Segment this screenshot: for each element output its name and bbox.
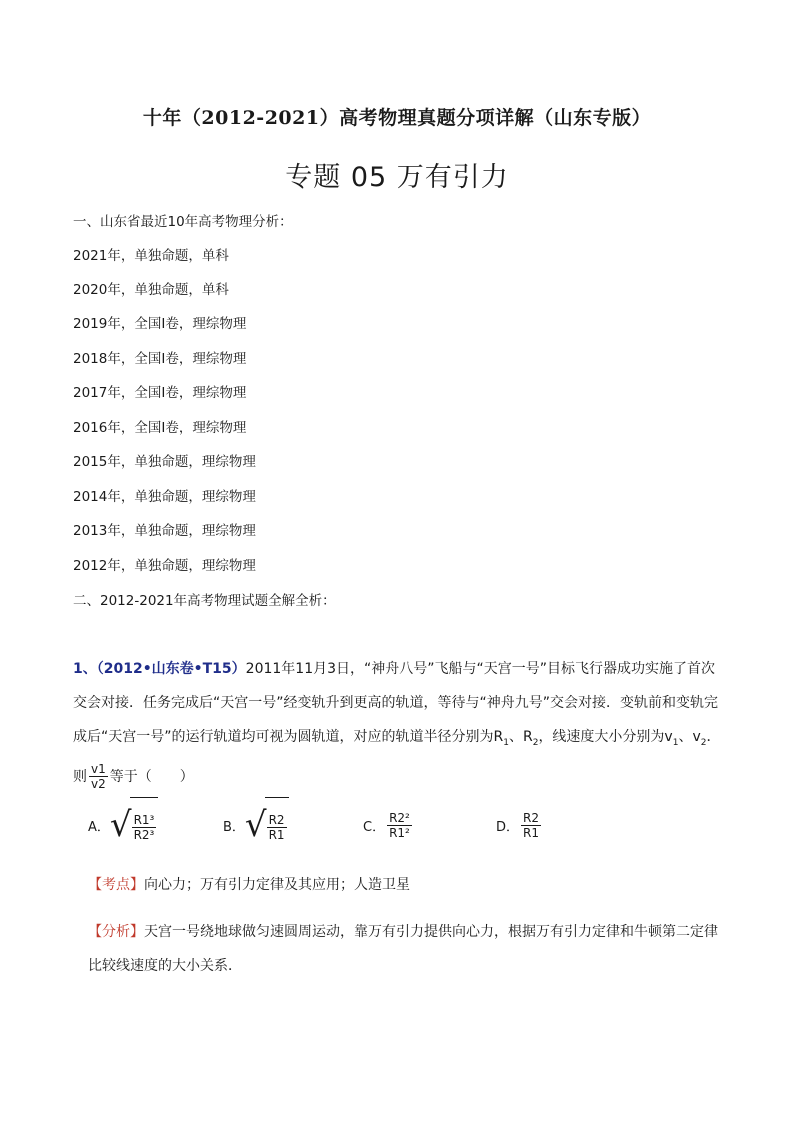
- question-text: ，线速度大小分别为v: [538, 729, 673, 745]
- option-label: B．: [223, 819, 245, 835]
- year-line: 2021年，单独命题，单科: [73, 248, 229, 264]
- year-line: 2015年，单独命题，理综物理: [73, 454, 256, 470]
- fraction-denominator: R1²: [389, 825, 410, 840]
- question-text: 、v: [678, 729, 701, 745]
- subscript: 2: [700, 737, 707, 748]
- document-subtitle: 专题 05 万有引力: [285, 162, 509, 193]
- year-line: 2019年，全国I卷，理综物理: [73, 316, 247, 332]
- fenxi-note: [88, 915, 728, 983]
- option-a[interactable]: [88, 795, 158, 855]
- option-fraction: [521, 811, 541, 840]
- option-c[interactable]: [363, 795, 414, 855]
- question-text: 、R: [508, 729, 533, 745]
- question-text: 等于（ ）: [109, 768, 194, 785]
- year-line: 2014年，单独命题，理综物理: [73, 489, 256, 505]
- kaodian-tag: 【考点】: [88, 877, 144, 893]
- document-title: 十年（2012-2021）高考物理真题分项详解（山东专版）: [142, 107, 652, 129]
- question-text: ．则: [73, 729, 721, 785]
- fraction-numerator: R2²: [389, 810, 410, 825]
- question-number: 1、: [73, 661, 97, 677]
- option-label: C．: [363, 819, 386, 835]
- subscript: 1: [672, 737, 679, 748]
- year-line: 2013年，单独命题，理综物理: [73, 523, 256, 539]
- sqrt-symbol: √ $\frac{\text{R1³}}{\text{R2³}}$: [110, 797, 158, 853]
- sqrt-symbol: √ $\frac{R2}{R1}$: [245, 797, 289, 853]
- fenxi-text: 天宫一号绕地球做匀速圆周运动，靠万有引力提供向心力，根据万有引力定律和牛顿第二定律比较线速度的大小关系．: [88, 924, 718, 974]
- fraction-denominator: v2: [91, 777, 106, 792]
- option-d[interactable]: [496, 795, 543, 855]
- year-line: 2017年，全国I卷，理综物理: [73, 385, 247, 401]
- fraction-numerator: R1³: [133, 813, 155, 827]
- question-1: [73, 652, 723, 794]
- subscript: 1: [503, 737, 509, 748]
- fraction-numerator: R2: [268, 813, 285, 827]
- fraction-denominator: R1: [268, 828, 285, 842]
- section2-heading: 二、2012-2021年高考物理试题全解全析：: [73, 593, 336, 609]
- fraction-numerator: R2: [523, 810, 539, 825]
- year-line: 2012年，单独命题，理综物理: [73, 558, 256, 574]
- section1-heading: 一、山东省最近10年高考物理分析：: [73, 214, 293, 230]
- fraction-denominator: R1: [523, 825, 539, 840]
- fenxi-tag: 【分析】: [88, 924, 144, 940]
- answer-options: [88, 795, 688, 855]
- fraction-denominator: R2³: [133, 828, 155, 842]
- year-line: 2018年，全国I卷，理综物理: [73, 351, 247, 367]
- kaodian-text: 向心力；万有引力定律及其应用；人造卫星: [144, 877, 410, 893]
- velocity-ratio-fraction: [89, 762, 108, 791]
- question-text: 2011年11月3日，“神舟八号”飞船与“天宫一号”目标飞行器成功实施了首次交会对接．任务完成后“天宫一号”经变轨升到更高的轨道，等待与“神舟九号”交会对接．变轨前和变轨完成后“天宫一号”的运行轨道均可视为圆轨道，对应的轨道半径分别为R: [73, 661, 719, 745]
- option-fraction: [387, 811, 412, 840]
- year-line: 2016年，全国I卷，理综物理: [73, 420, 247, 436]
- year-line: 2020年，单独命题，单科: [73, 282, 229, 298]
- option-b[interactable]: [223, 795, 289, 855]
- option-label: D．: [496, 819, 520, 835]
- fraction-numerator: v1: [91, 762, 106, 777]
- kaodian-note: [88, 868, 728, 902]
- question-source: （2012•山东卷•T15）: [96, 661, 246, 677]
- option-label: A．: [88, 819, 110, 835]
- subscript: 2: [532, 737, 539, 748]
